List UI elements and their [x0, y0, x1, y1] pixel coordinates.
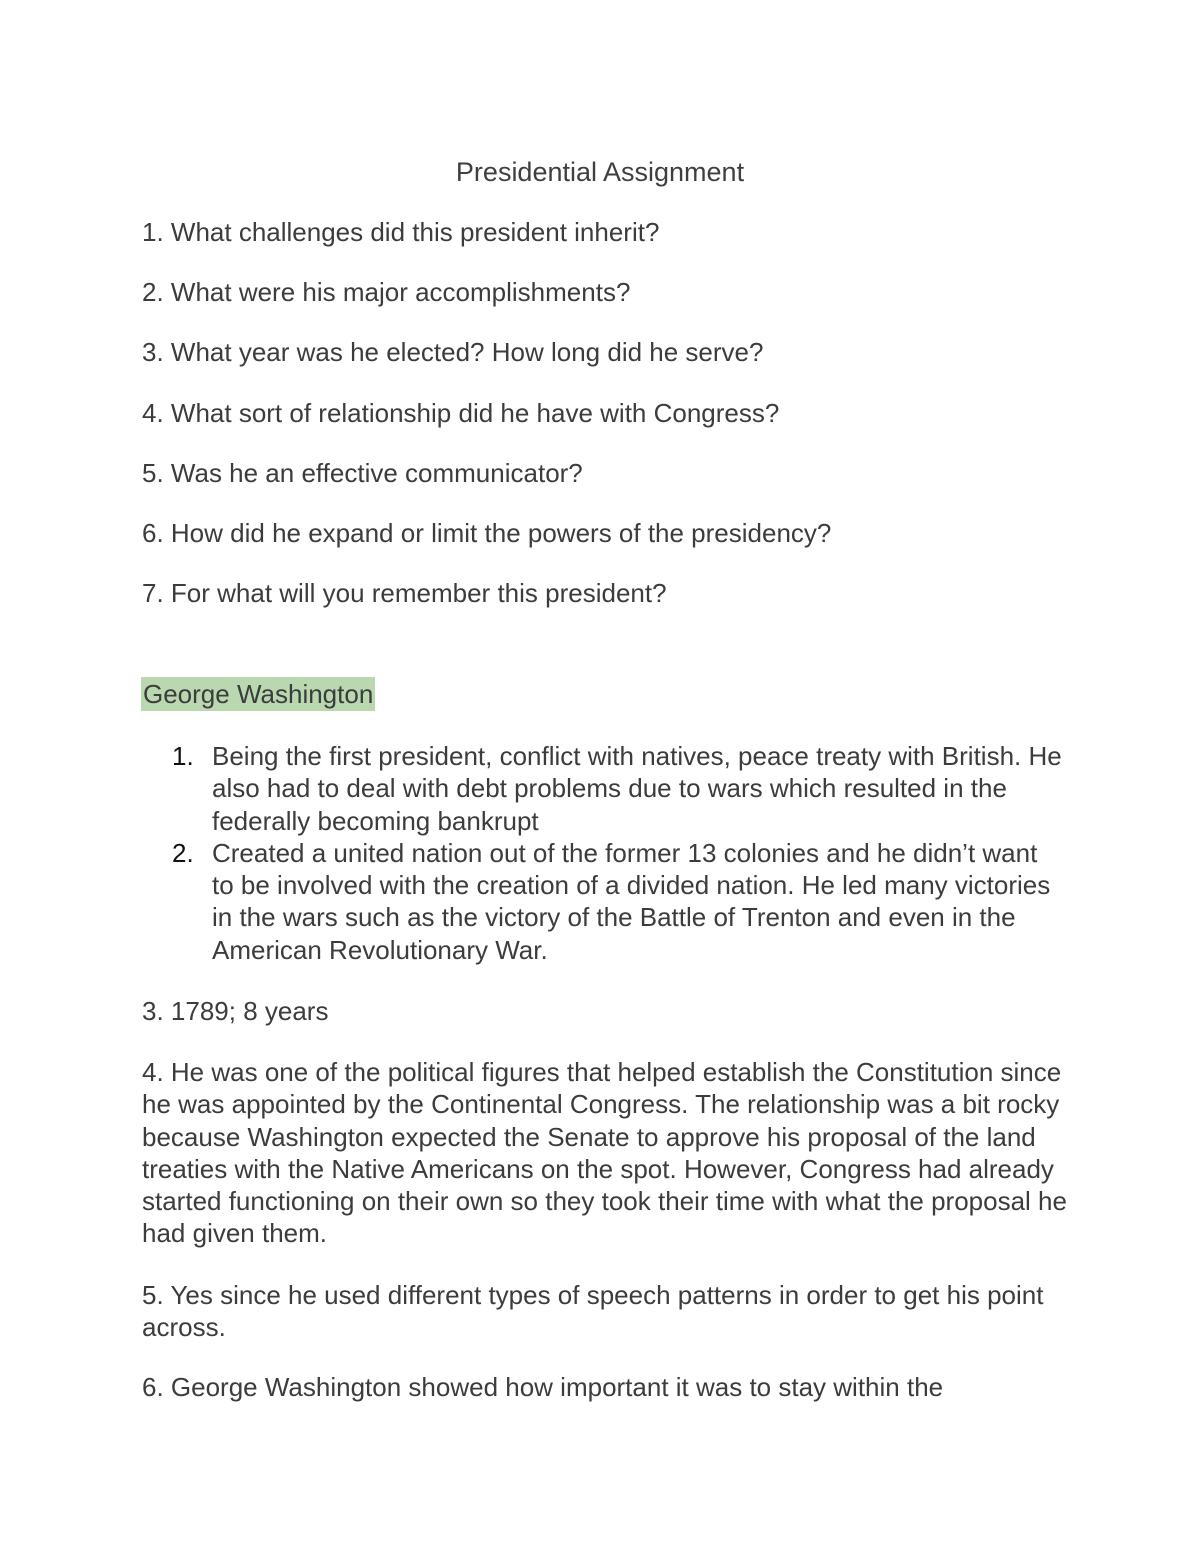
document-title: Presidential Assignment — [455, 157, 745, 187]
answer-paragraph-4: 4. He was one of the political figures that helped establish the Constitution since he was appointed by the Continental Congress. The relationship was a bit rocky because Washington expected the Senate to approve his proposal of the land treaties with the Native Americans on the spot. However, Congress had already started functioning on their own so they took their time with what the proposal he had given them. — [142, 1057, 1067, 1249]
answer-text: Created a united nation out of the former 13 colonies and he didn’t want to be involved with the creation of a divided nation. He led many victories in the wars such as the victory of the Battle of Trenton and even in the American Revolutionary War. — [212, 837, 1051, 965]
president-name-heading: George Washington — [143, 679, 374, 709]
answer-list-item — [172, 837, 1062, 966]
answer-paragraph-3: 3. 1789; 8 years — [142, 996, 329, 1026]
question-item: 7. For what will you remember this president? — [142, 578, 667, 609]
question-item: 1. What challenges did this president inherit? — [142, 217, 660, 247]
question-item: 3. What year was he elected? How long did he serve? — [142, 337, 764, 368]
answer-paragraph-5: 5. Yes since he used different types of speech patterns in order to get his point across. — [142, 1280, 1044, 1343]
answer-paragraph-6: 6. George Washington showed how important it was to stay within the — [142, 1372, 944, 1402]
question-list — [142, 216, 1102, 637]
list-number: 2. — [172, 837, 194, 868]
answer-list-item — [172, 740, 1062, 837]
list-number: 1. — [172, 741, 194, 771]
question-item: 4. What sort of relationship did he have with Congress? — [142, 397, 780, 428]
question-item: 5. Was he an effective communicator? — [142, 457, 583, 488]
question-item: 6. How did he expand or limit the powers of the presidency? — [142, 517, 832, 548]
answer-text: Being the first president, conflict with natives, peace treaty with British. He also had to deal with debt problems due to wars which resulted in the federally becoming bankrupt — [212, 741, 1062, 836]
question-item: 2. What were his major accomplishments? — [142, 277, 631, 308]
numbered-answer-list — [172, 740, 1062, 966]
